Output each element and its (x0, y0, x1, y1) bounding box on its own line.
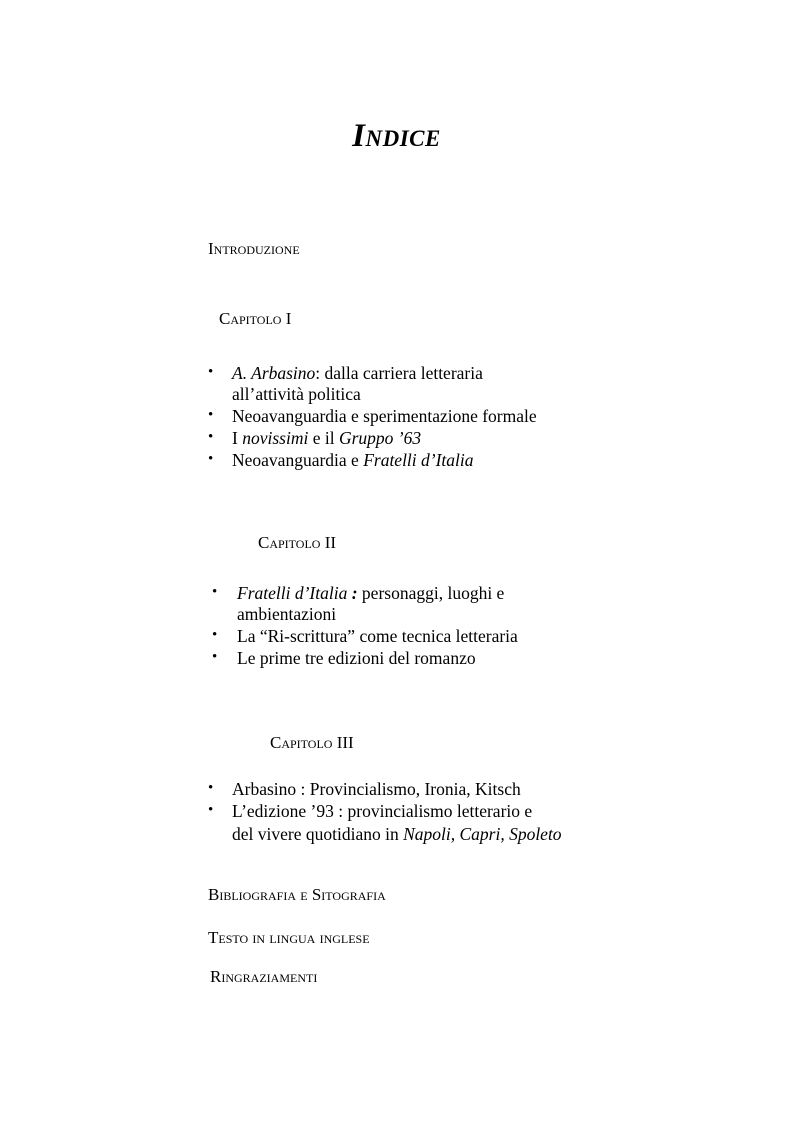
list-item: • Le prime tre edizioni del romanzo (212, 648, 476, 668)
section-introduzione: Introduzione (208, 239, 300, 258)
list-item-continuation: del vivere quotidiano in Napoli, Capri, Spoleto (232, 824, 562, 844)
list-item: • L’edizione ’93 : provincialismo letterario e (208, 801, 533, 821)
chapter-3-list (208, 778, 562, 845)
list-item: • Arbasino : Provincialismo, Ironia, Kitsch (208, 779, 521, 799)
list-item: • La “Ri-scrittura” come tecnica letteraria (212, 626, 518, 646)
bullet-icon: • (212, 584, 218, 600)
list-item-continuation: all’attività politica (232, 384, 361, 404)
bullet-icon: • (208, 451, 214, 467)
section-testo-inglese: Testo in lingua inglese (208, 928, 370, 947)
list-item: • Neoavanguardia e sperimentazione formale (208, 406, 537, 426)
bullet-icon: • (208, 364, 214, 380)
bullet-icon: • (208, 780, 214, 796)
list-item-continuation: ambientazioni (237, 604, 337, 624)
bullet-icon: • (212, 649, 218, 665)
list-item: • Fratelli d’Italia : personaggi, luoghi e (212, 583, 505, 603)
bullet-icon: • (212, 627, 218, 643)
chapter-1-list (208, 362, 537, 471)
chapter-2-heading: Capitolo II (258, 533, 337, 552)
chapter-3-heading: Capitolo III (270, 733, 354, 752)
list-item: • A. Arbasino: dalla carriera letteraria (208, 363, 483, 383)
chapter-2-list (212, 582, 518, 669)
bullet-icon: • (208, 407, 214, 423)
bullet-icon: • (208, 429, 214, 445)
list-item: • Neoavanguardia e Fratelli d’Italia (208, 450, 474, 470)
list-item: • I novissimi e il Gruppo ’63 (208, 428, 422, 448)
section-bibliografia: Bibliografia e Sitografia (208, 885, 386, 904)
section-ringraziamenti: Ringraziamenti (210, 967, 318, 986)
chapter-1-heading: Capitolo I (219, 309, 292, 328)
page-title: Indice (352, 118, 441, 154)
bullet-icon: • (208, 802, 214, 818)
